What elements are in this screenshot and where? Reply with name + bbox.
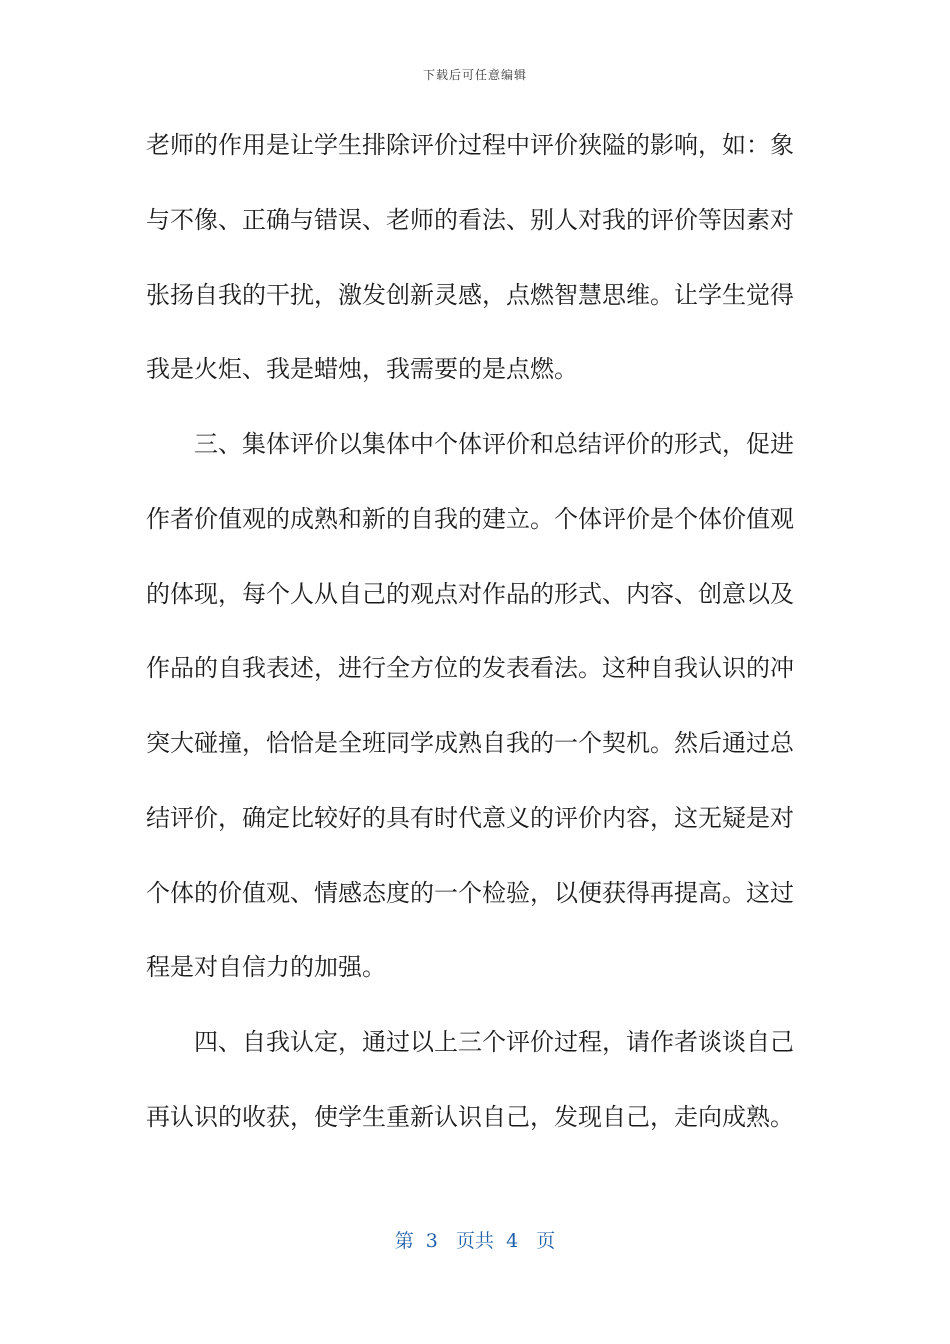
page-header: 下载后可任意编辑	[422, 68, 527, 82]
paragraph-2-line-3: 的体现，每个人从自己的观点对作品的形式、内容、创意以及	[146, 580, 794, 608]
paragraph-2-line-2: 作者价值观的成熟和新的自我的建立。个体评价是个体价值观	[146, 505, 794, 533]
paragraph-2-line-4: 作品的自我表述，进行全方位的发表看法。这种自我认识的冲	[146, 654, 794, 682]
page-number-footer: 第 3 页共 4 页	[394, 1230, 556, 1252]
paragraph-1-line-1: 老师的作用是让学生排除评价过程中评价狭隘的影响，如：象	[146, 131, 794, 159]
paragraph-1-line-2: 与不像、正确与错误、老师的看法、别人对我的评价等因素对	[146, 206, 794, 234]
paragraph-2-line-7: 个体的价值观、情感态度的一个检验，以便获得再提高。这过	[146, 879, 794, 907]
paragraph-1-line-4: 我是火炬、我是蜡烛，我需要的是点燃。	[146, 355, 578, 383]
paragraph-3-line-1: 四、自我认定，通过以上三个评价过程，请作者谈谈自己	[194, 1028, 794, 1056]
paragraph-2-line-1: 三、集体评价以集体中个体评价和总结评价的形式，促进	[194, 430, 794, 458]
paragraph-2-line-6: 结评价，确定比较好的具有时代意义的评价内容，这无疑是对	[146, 804, 794, 832]
paragraph-2-line-5: 突大碰撞，恰恰是全班同学成熟自我的一个契机。然后通过总	[146, 729, 794, 757]
paragraph-1-line-3: 张扬自我的干扰，激发创新灵感，点燃智慧思维。让学生觉得	[146, 281, 794, 309]
paragraph-2-line-8: 程是对自信力的加强。	[146, 953, 386, 981]
paragraph-3-line-2: 再认识的收获，使学生重新认识自己，发现自己，走向成熟。	[146, 1103, 794, 1131]
